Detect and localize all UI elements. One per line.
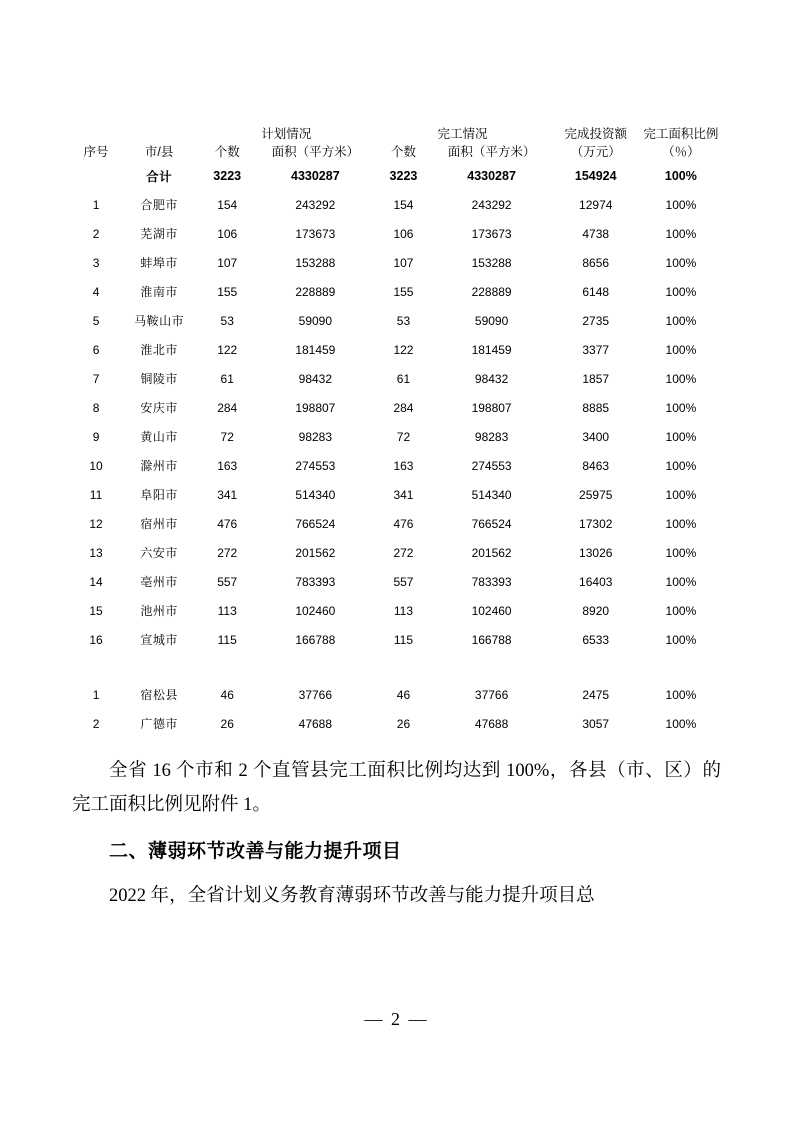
cell-plan-area: 198807	[295, 400, 336, 415]
cell-done-count: 115	[393, 632, 414, 647]
cell-investment: 3057	[582, 716, 610, 731]
cell-plan-area: 783393	[295, 574, 336, 589]
cell-index: 9	[92, 429, 100, 444]
cell-plan-count: 72	[220, 429, 234, 444]
group-header-ratio: 完工面积比例	[643, 127, 719, 141]
cell-plan-count: 341	[217, 487, 238, 502]
cell-plan-count: 113	[217, 603, 237, 618]
cell-investment: 25975	[579, 487, 613, 502]
table-row	[72, 364, 721, 393]
cell-index: 7	[92, 371, 100, 386]
cell-done-area: 4330287	[467, 168, 516, 183]
cell-region: 亳州市	[140, 575, 178, 589]
table-row	[72, 219, 721, 248]
cell-region: 六安市	[140, 546, 178, 560]
cell-done-area: 166788	[471, 632, 512, 647]
cell-done-count: 26	[396, 716, 411, 731]
table-row	[72, 248, 721, 277]
cell-investment: 154924	[574, 168, 617, 183]
table-row	[72, 625, 721, 654]
group-header-blank-index	[72, 124, 120, 142]
cell-plan-count: 106	[217, 226, 238, 241]
table-row	[72, 680, 721, 709]
cell-plan-area: 4330287	[291, 168, 340, 183]
cell-ratio: 100%	[665, 458, 697, 473]
table-row	[72, 422, 721, 451]
table-row	[72, 567, 721, 596]
cell-plan-area: 274553	[295, 458, 336, 473]
table-row	[72, 480, 721, 509]
cell-done-area: 173673	[471, 226, 512, 241]
table-row	[72, 393, 721, 422]
section-heading: 二、薄弱环节改善与能力提升项目	[109, 841, 402, 862]
cell-done-count: 53	[396, 313, 411, 328]
cell-done-count: 3223	[389, 168, 418, 183]
cell-plan-area: 243292	[295, 197, 336, 212]
cell-done-area: 766524	[471, 516, 512, 531]
cell-ratio: 100%	[665, 574, 697, 589]
cell-region: 淮南市	[140, 285, 178, 299]
summary-paragraph-block	[72, 754, 721, 822]
group-header-done: 完工情况	[437, 127, 488, 141]
cell-index: 15	[89, 603, 103, 618]
cell-done-area: 59090	[474, 313, 509, 328]
cell-done-area: 274553	[471, 458, 512, 473]
cell-investment: 4738	[582, 226, 610, 241]
cell-ratio: 100%	[665, 313, 697, 328]
cell-region: 蚌埠市	[140, 256, 178, 270]
cell-index: 13	[89, 545, 103, 560]
table-row-total	[72, 161, 721, 190]
group-header-blank-region	[120, 124, 198, 142]
cell-plan-count: 61	[220, 371, 234, 386]
cell-region: 合肥市	[140, 198, 178, 212]
cell-done-area: 198807	[471, 400, 512, 415]
cell-plan-area: 514340	[295, 487, 336, 502]
cell-index: 2	[92, 226, 100, 241]
cell-ratio: 100%	[665, 429, 697, 444]
cell-plan-area: 37766	[298, 687, 333, 702]
column-header-region: 市/县	[144, 145, 174, 159]
cell-index: 12	[89, 516, 103, 531]
table-row	[72, 509, 721, 538]
cell-index: 1	[92, 687, 100, 702]
cell-plan-area: 166788	[295, 632, 336, 647]
cell-done-count: 476	[393, 516, 414, 531]
cell-region: 安庆市	[140, 401, 178, 415]
cell-ratio: 100%	[665, 687, 697, 702]
cell-done-count: 106	[393, 226, 414, 241]
cell-done-count: 46	[396, 687, 411, 702]
column-header-plan-count: 个数	[214, 145, 240, 159]
cell-ratio: 100%	[665, 487, 697, 502]
cell-done-area: 201562	[471, 545, 512, 560]
cell-plan-count: 46	[220, 687, 234, 702]
cell-plan-count: 155	[217, 284, 238, 299]
cell-plan-count: 115	[217, 632, 237, 647]
table-row	[72, 306, 721, 335]
cell-plan-area: 228889	[295, 284, 336, 299]
cell-done-count: 341	[393, 487, 414, 502]
table-row	[72, 709, 721, 738]
cell-region: 铜陵市	[140, 372, 178, 386]
cell-plan-area: 98283	[298, 429, 333, 444]
cell-done-area: 37766	[474, 687, 509, 702]
cell-investment: 2735	[582, 313, 610, 328]
cell-region: 广德市	[140, 717, 178, 731]
cell-done-count: 113	[393, 603, 414, 618]
table-body	[72, 161, 721, 738]
cell-index: 6	[92, 342, 100, 357]
column-header-ratio-unit: （％）	[662, 145, 700, 159]
cell-region: 芜湖市	[140, 227, 178, 241]
cell-index: 8	[92, 400, 100, 415]
cell-ratio: 100%	[665, 545, 697, 560]
cell-investment: 8656	[582, 255, 610, 270]
cell-plan-count: 476	[217, 516, 238, 531]
cell-region: 池州市	[140, 604, 178, 618]
group-header-plan: 计划情况	[261, 127, 312, 141]
cell-ratio: 100%	[665, 226, 697, 241]
cell-plan-area: 98432	[298, 371, 333, 386]
statistics-table	[72, 124, 721, 738]
cell-index: 2	[92, 716, 100, 731]
column-header-index: 序号	[83, 145, 109, 159]
cell-investment: 6533	[582, 632, 610, 647]
table-row	[72, 596, 721, 625]
cell-ratio: 100%	[665, 371, 697, 386]
cell-done-area: 102460	[471, 603, 512, 618]
cell-region: 滁州市	[140, 459, 178, 473]
cell-done-area: 514340	[471, 487, 512, 502]
column-header-plan-area: 面积（平方米）	[271, 145, 360, 159]
cell-plan-area: 766524	[295, 516, 336, 531]
cell-done-area: 98432	[474, 371, 509, 386]
cell-plan-area: 59090	[298, 313, 333, 328]
cell-ratio: 100%	[665, 603, 697, 618]
cell-done-count: 154	[393, 197, 414, 212]
cell-region: 宿州市	[140, 517, 178, 531]
column-header-done-area: 面积（平方米）	[447, 145, 536, 159]
cell-done-count: 284	[393, 400, 414, 415]
cell-done-count: 122	[393, 342, 414, 357]
cell-region: 合计	[146, 169, 173, 184]
column-header-investment-unit: （万元）	[570, 145, 621, 159]
cell-done-count: 272	[393, 545, 414, 560]
cell-plan-count: 272	[217, 545, 238, 560]
cell-ratio: 100%	[665, 632, 697, 647]
cell-ratio: 100%	[665, 342, 697, 357]
cell-done-area: 47688	[474, 716, 509, 731]
column-header-done-count: 个数	[390, 145, 416, 159]
cell-region: 黄山市	[140, 430, 178, 444]
cell-index: 16	[89, 632, 103, 647]
cell-plan-count: 26	[220, 716, 234, 731]
cell-plan-count: 284	[217, 400, 238, 415]
cell-region: 淮北市	[140, 343, 178, 357]
cell-ratio: 100%	[665, 197, 697, 212]
table-header	[72, 124, 721, 161]
statistics-table-wrapper	[72, 0, 721, 738]
cell-index: 1	[92, 197, 100, 212]
cell-plan-area: 47688	[298, 716, 333, 731]
page-number: — 2 —	[364, 1009, 429, 1029]
cell-investment: 2475	[582, 687, 610, 702]
table-row	[72, 335, 721, 364]
table-sub-header-row	[72, 142, 721, 160]
cell-ratio: 100%	[665, 255, 697, 270]
table-row	[72, 277, 721, 306]
cell-index: 3	[92, 255, 100, 270]
cell-plan-area: 153288	[295, 255, 336, 270]
cell-done-count: 557	[393, 574, 414, 589]
cell-ratio: 100%	[665, 400, 697, 415]
cell-ratio: 100%	[665, 516, 697, 531]
table-group-header-row	[72, 124, 721, 142]
cell-investment: 8463	[582, 458, 610, 473]
cell-done-count: 163	[393, 458, 414, 473]
cell-plan-count: 3223	[213, 168, 242, 183]
cell-investment: 3400	[582, 429, 610, 444]
cell-plan-area: 201562	[295, 545, 336, 560]
cell-plan-area: 102460	[295, 603, 336, 618]
cell-plan-area: 173673	[295, 226, 336, 241]
cell-investment: 16403	[579, 574, 613, 589]
cell-index: 4	[92, 284, 100, 299]
cell-done-area: 153288	[471, 255, 512, 270]
cell-index	[72, 161, 120, 190]
cell-region: 马鞍山市	[134, 314, 185, 328]
cell-investment: 8885	[582, 400, 610, 415]
cell-done-count: 72	[396, 429, 411, 444]
cell-region: 阜阳市	[140, 488, 178, 502]
cell-plan-area: 181459	[295, 342, 336, 357]
cell-plan-count: 163	[217, 458, 238, 473]
cell-index: 5	[92, 313, 100, 328]
cell-ratio: 100%	[665, 284, 697, 299]
cell-investment: 8920	[582, 603, 610, 618]
cell-done-count: 61	[396, 371, 411, 386]
cell-done-count: 107	[393, 255, 414, 270]
cell-done-area: 98283	[474, 429, 509, 444]
table-row	[72, 451, 721, 480]
cell-index: 11	[89, 487, 103, 502]
cell-done-area: 228889	[471, 284, 512, 299]
cell-done-count: 155	[393, 284, 414, 299]
cell-region: 宿松县	[140, 688, 178, 702]
cell-done-area: 783393	[471, 574, 512, 589]
cell-ratio: 100%	[664, 168, 697, 183]
section-body-block	[72, 879, 721, 913]
table-section-spacer	[72, 654, 721, 680]
cell-investment: 13026	[579, 545, 613, 560]
cell-investment: 1857	[582, 371, 610, 386]
section-body-paragraph: 2022 年，全省计划义务教育薄弱环节改善与能力提升项目总	[109, 886, 595, 906]
table-row	[72, 538, 721, 567]
cell-ratio: 100%	[665, 716, 697, 731]
table-row	[72, 190, 721, 219]
cell-investment: 6148	[582, 284, 610, 299]
cell-plan-count: 154	[217, 197, 238, 212]
cell-investment: 17302	[579, 516, 613, 531]
cell-investment: 3377	[582, 342, 610, 357]
summary-paragraph: 全省 16 个市和 2 个直管县完工面积比例均达到 100%，各县（市、区）的完工面积比例见附件 1。	[72, 761, 721, 815]
cell-index: 10	[89, 458, 103, 473]
cell-plan-count: 107	[217, 255, 238, 270]
cell-index: 14	[89, 574, 103, 589]
group-header-investment: 完成投资额	[564, 127, 627, 141]
cell-done-area: 243292	[471, 197, 512, 212]
cell-done-area: 181459	[471, 342, 512, 357]
cell-plan-count: 53	[220, 313, 234, 328]
cell-investment: 12974	[579, 197, 613, 212]
cell-region: 宣城市	[140, 633, 178, 647]
cell-plan-count: 122	[217, 342, 238, 357]
cell-plan-count: 557	[217, 574, 238, 589]
